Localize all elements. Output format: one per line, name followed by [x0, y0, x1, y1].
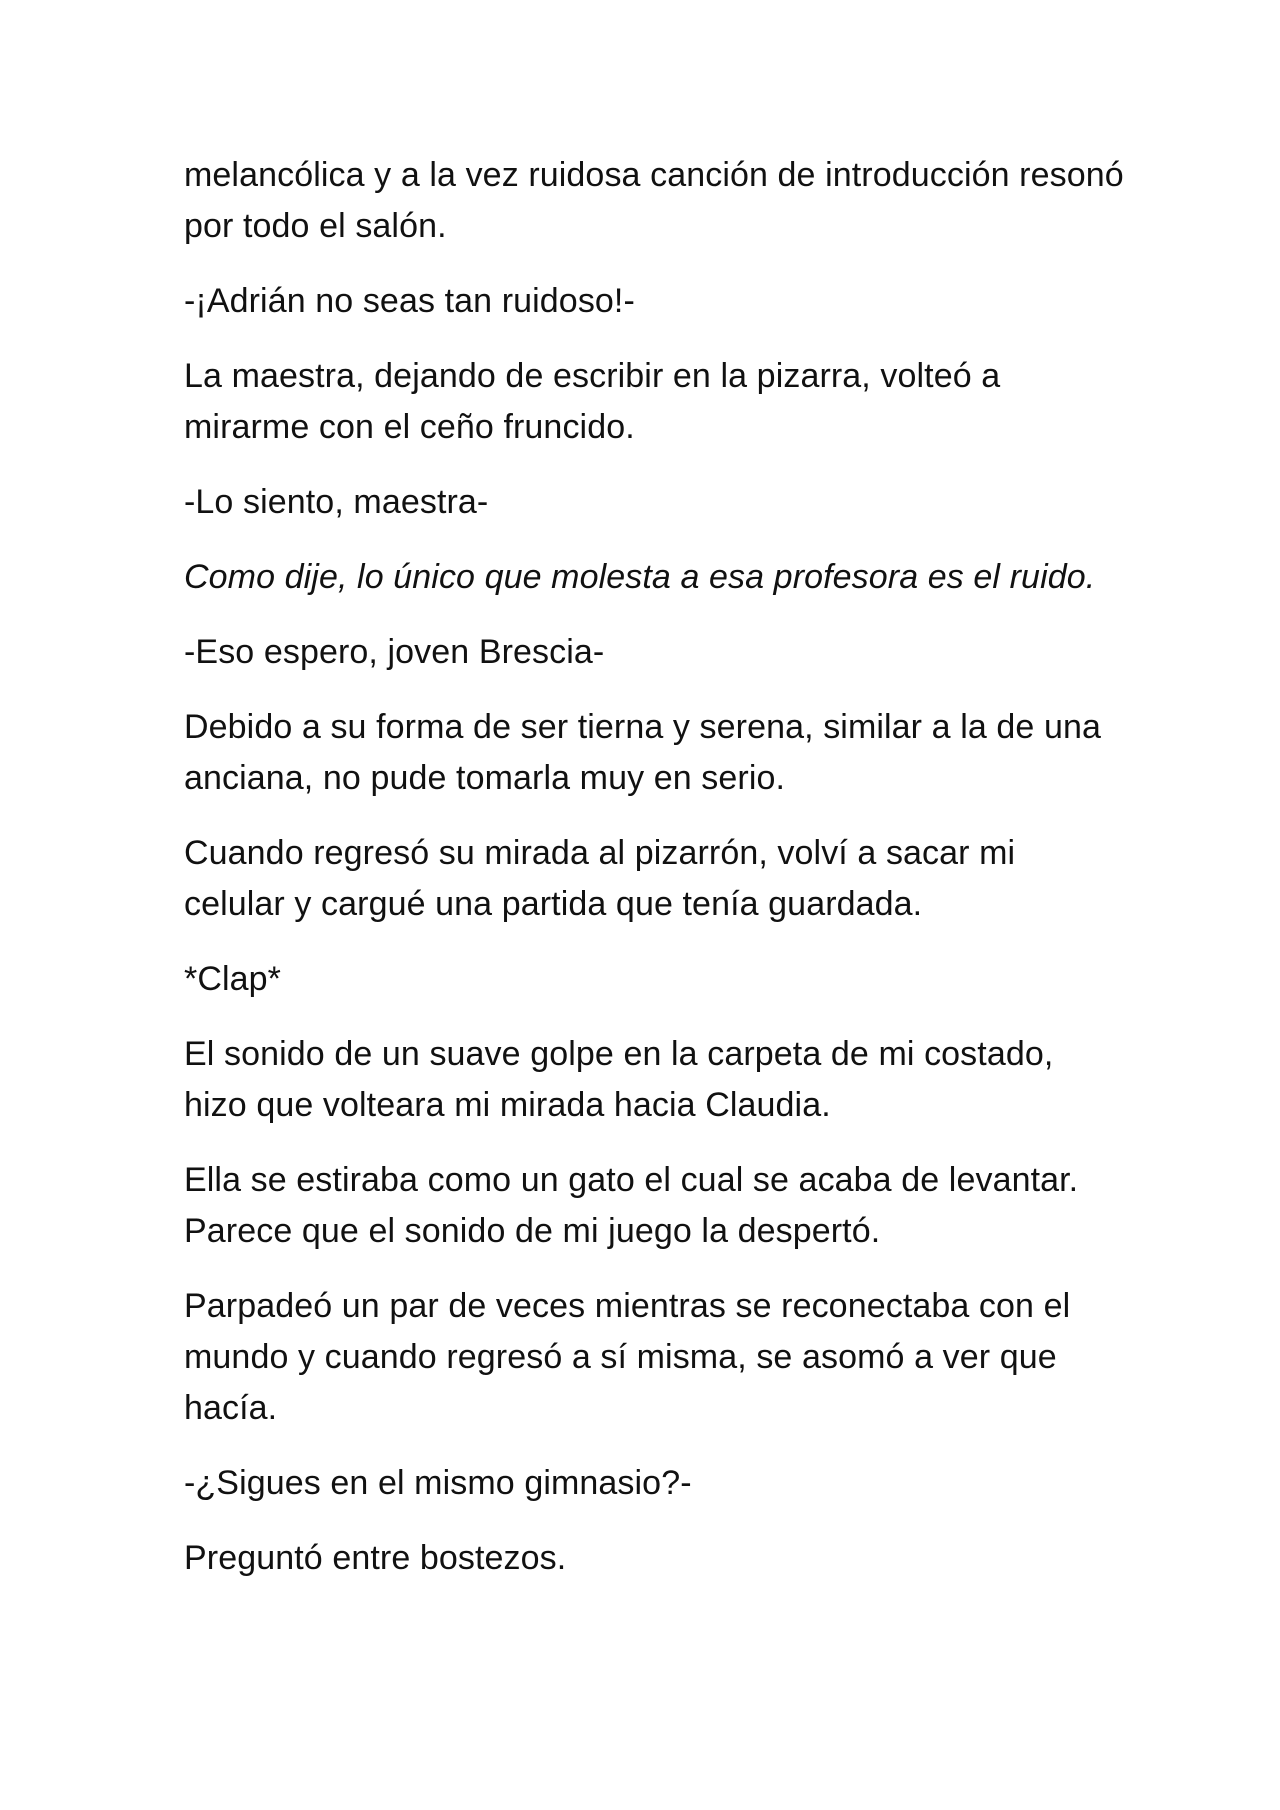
paragraph-dialogue: -¿Sigues en el mismo gimnasio?- [184, 1464, 692, 1502]
paragraph-narration: Debido a su forma de ser tierna y serena, similar a la de una anciana, no pude tomarla muy en serio. [184, 708, 1102, 797]
paragraph-narration: melancólica y a la vez ruidosa canción de introducción resonó por todo el salón. [184, 156, 1124, 245]
paragraph-narration: Parpadeó un par de veces mientras se reconectaba con el mundo y cuando regresó a sí misma, se asomó a ver que hacía. [184, 1287, 1071, 1427]
paragraph-dialogue: -Eso espero, joven Brescia- [184, 633, 605, 671]
paragraph-narration: Ella se estiraba como un gato el cual se acaba de levantar. Parece que el sonido de mi juego la despertó. [184, 1161, 1079, 1250]
paragraph-narration: El sonido de un suave golpe en la carpeta de mi costado, hizo que volteara mi mirada hacia Claudia. [184, 1035, 1054, 1124]
paragraph-narration: Cuando regresó su mirada al pizarrón, volví a sacar mi celular y cargué una partida que tenía guardada. [184, 834, 1016, 923]
paragraph-sound-effect: *Clap* [184, 960, 281, 998]
paragraph-dialogue: -Lo siento, maestra- [184, 483, 489, 521]
paragraph-dialogue: -¡Adrián no seas tan ruidoso!- [184, 282, 635, 320]
paragraph-narration: Preguntó entre bostezos. [184, 1539, 567, 1577]
document-page [184, 150, 1124, 1608]
paragraph-narration: La maestra, dejando de escribir en la pizarra, volteó a mirarme con el ceño fruncido. [184, 357, 1001, 446]
paragraph-inner-thought: Como dije, lo único que molesta a esa profesora es el ruido. [184, 558, 1096, 596]
